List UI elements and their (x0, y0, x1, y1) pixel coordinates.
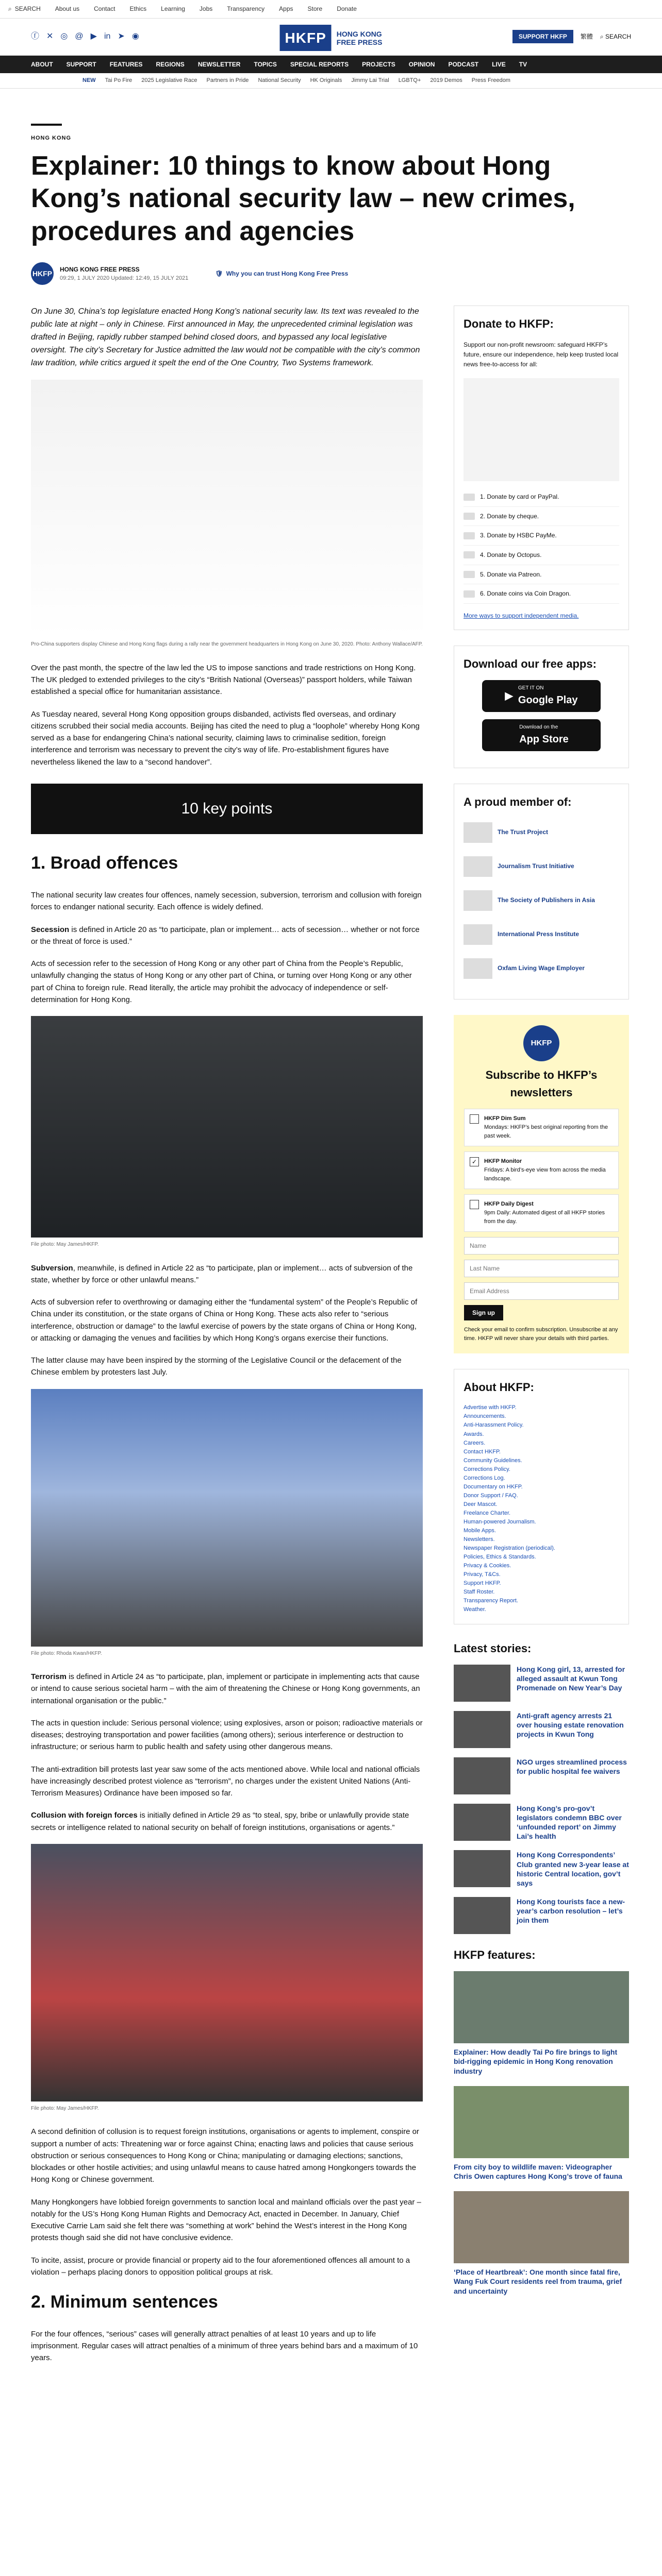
octopus-icon (464, 551, 475, 558)
feature-image[interactable] (454, 1971, 629, 2043)
about-link[interactable]: Careers. (464, 1439, 486, 1446)
story-item[interactable]: Hong Kong’s pro-gov’t legislators condemn BBC over ‘unfounded report’ on Jimmy Lai’s health (454, 1804, 629, 1841)
story-item[interactable]: Anti-graft agency arrests 21 over housing estate renovation projects in Kwun Tong (454, 1711, 629, 1748)
payme-icon (464, 532, 475, 539)
paragraph: Many Hongkongers have lobbied foreign governments to sanction local and mainland officials over the past year – notably for the US’s Hong Kong Human Rights and Democracy Act, enacted in December. In January, Chief Executive Carrie Lam said she felt there was “something at work” behind the West’s interest in the Hong Kong protests though said she did not have conclusive evidence. (31, 2197, 421, 2243)
search-icon: ⌕ (600, 32, 605, 40)
top-link-ethics[interactable]: Ethics (129, 5, 147, 13)
about-link[interactable]: Privacy & Cookies. (464, 1563, 511, 1569)
feature-image[interactable] (454, 2191, 629, 2263)
payment-logos (464, 378, 619, 481)
member-title: A proud member of: (464, 795, 572, 809)
ticker-item[interactable]: HK Originals (310, 77, 342, 83)
email-field[interactable] (464, 1282, 619, 1300)
about-link[interactable]: Support HKFP. (464, 1580, 501, 1587)
masthead-search[interactable]: ⌕ SEARCH (600, 32, 631, 40)
top-link-transparency[interactable]: Transparency (227, 5, 265, 13)
image-caption: File photo: May James/HKFP. (31, 1242, 99, 1248)
telegram-icon[interactable]: ➤ (118, 32, 125, 41)
more-ways-link[interactable]: More ways to support independent media. (464, 612, 579, 619)
linkedin-icon[interactable]: in (104, 32, 111, 41)
support-hkfp-button[interactable]: SUPPORT HKFP (512, 30, 573, 43)
jti-icon (464, 856, 492, 877)
about-link[interactable]: Mobile Apps. (464, 1528, 496, 1534)
latest-title: Latest stories: (454, 1641, 532, 1655)
ipi-icon (464, 924, 492, 945)
trust-link[interactable]: 🛡 Why you can trust Hong Kong Free Press (215, 269, 348, 279)
app-store-button[interactable]: Download on the App Store (482, 719, 601, 751)
story-item[interactable]: NGO urges streamlined process for public hospital fee waivers (454, 1757, 629, 1794)
donate-box (454, 306, 629, 630)
oxfam-icon (464, 958, 492, 979)
newsletter-title: Subscribe to HKFP’s newsletters (485, 1068, 598, 1099)
last-name-field[interactable] (464, 1260, 619, 1277)
coin-icon (464, 590, 475, 598)
about-link[interactable]: Awards. (464, 1431, 484, 1437)
search-icon: ⌕ (8, 5, 12, 13)
paragraph: Collusion with foreign forces is initially defined in Article 29 as “to steal, spy, bribe or unlawfully provide state secrets or intelligence related to national security on behalf of foreign institutions, organisations or agents.” (31, 1811, 409, 1832)
title-rule (31, 124, 62, 126)
ticker-item[interactable]: LGBTQ+ (398, 77, 421, 83)
about-link[interactable]: Corrections Policy. (464, 1466, 510, 1472)
top-link-store[interactable]: Store (307, 5, 323, 13)
nav-projects[interactable]: PROJECTS (362, 60, 395, 68)
new-badge: NEW (82, 77, 96, 83)
partner-logo[interactable]: The Trust Project (464, 820, 619, 845)
ticker-item[interactable]: Press Freedom (471, 77, 510, 83)
story-thumbnail (454, 1804, 510, 1841)
site-logo[interactable] (280, 25, 383, 51)
paragraph: For the four offences, “serious” cases will generally attract penalties of at least 10 years and up to life imprisonment. Regular cases will attract penalties of a minimum of three years behind bars and a maximum of 10 years. (31, 2329, 418, 2363)
paragraph: The anti-extradition bill protests last year saw some of the acts mentioned above. While local and national officials have increasingly described protest violence as “terrorism”, no charges under the existent United Nations (Anti-Terrorism Measures) Ordinance have been imposed so far. (31, 1765, 420, 1798)
about-link[interactable]: Newspaper Registration (periodical). (464, 1545, 555, 1552)
donate-option[interactable]: 6. Donate coins via Coin Dragon. (464, 584, 619, 604)
page-title: Explainer: 10 things to know about Hong Kong’s national security law – new crimes, procedures and agencies (31, 151, 575, 246)
paragraph: The latter clause may have been inspired by the storming of the Legislative Council or the defacement of the Chinese emblem by protesters last July. (31, 1356, 402, 1377)
youtube-icon[interactable]: ▶ (90, 32, 97, 41)
donate-option[interactable]: 1. Donate by card or PayPal. (464, 487, 619, 507)
cheque-icon (464, 513, 475, 520)
about-link[interactable]: Staff Roster. (464, 1589, 495, 1596)
threads-icon[interactable]: @ (75, 32, 84, 41)
feature-image[interactable] (454, 2086, 629, 2158)
nav-live[interactable]: LIVE (492, 60, 506, 68)
paragraph: The national security law creates four offences, namely secession, subversion, terrorism and collusion with foreign forces to endanger national security. Each offence is widely defined. (31, 891, 422, 912)
page-content (31, 124, 631, 2374)
about-link[interactable]: Freelance Charter. (464, 1510, 511, 1516)
feature-link[interactable]: Explainer: How deadly Tai Po fire brings to light bid-rigging epidemic in Hong Kong renovation industry (454, 2048, 618, 2075)
donate-option[interactable]: 5. Donate via Patreon. (464, 565, 619, 585)
about-link[interactable]: Donor Support / FAQ. (464, 1492, 518, 1499)
donate-options (464, 487, 619, 604)
partner-logo[interactable]: Oxfam Living Wage Employer (464, 956, 619, 981)
paragraph: Secession is defined in Article 20 as “to participate, plan or implement… acts of secession… whether or not force or the threat of force is used.” (31, 925, 420, 946)
checkbox[interactable] (470, 1114, 479, 1124)
top-search[interactable]: ⌕ SEARCH (8, 4, 41, 14)
top-link-contact[interactable]: Contact (94, 5, 115, 13)
play-icon: ▶ (505, 690, 513, 702)
nav-about[interactable]: ABOUT (31, 60, 53, 68)
trust-project-icon (464, 822, 492, 843)
about-link[interactable]: Weather. (464, 1606, 486, 1613)
donate-text: Support our non-profit newsroom: safeguard HKFP’s future, ensure our independence, help keep trusted local news free-to-access for all: (464, 341, 619, 368)
about-link[interactable]: Newsletters. (464, 1536, 495, 1543)
flags-photo (31, 1844, 423, 2102)
partner-logo[interactable]: The Society of Publishers in Asia (464, 888, 619, 913)
shield-icon: 🛡 (215, 270, 223, 278)
apps-box (454, 646, 629, 768)
article-body (31, 306, 423, 2374)
newsletter-option[interactable]: HKFP Dim Sum Mondays: HKFP’s best original reporting from the past week. (464, 1109, 619, 1146)
story-thumbnail (454, 1757, 510, 1794)
about-link[interactable]: Transparency Report. (464, 1598, 518, 1604)
paragraph: Over the past month, the spectre of the law led the US to impose sanctions and trade restrictions on Hong Kong. The UK pledged to extended privileges to the city’s “British National (Overseas)” passport holders, while Taiwan established a special office for humanitarian assistance. (31, 663, 416, 697)
paragraph: As Tuesday neared, several Hong Kong opposition groups disbanded, activists fled overseas, and ordinary citizens scrubbed their social media accounts. Beijing has cited the need to plug a “loophole” whereby Hong Kong served as a base for endangering China’s national security, claiming laws to criminalise sedition, foreign interference and terrorism was necessary to prevent the city’s way of life. Pro-establishment figures have nevertheless likened the law to a “second handover”. (31, 709, 420, 767)
ticker-item[interactable]: Tai Po Fire (105, 77, 133, 83)
story-thumbnail (454, 1665, 510, 1702)
features-title: HKFP features: (454, 1948, 536, 1962)
top-link-donate[interactable]: Donate (337, 5, 357, 13)
ticker-item[interactable]: Jimmy Lai Trial (351, 77, 389, 83)
signup-button[interactable]: Sign up (464, 1305, 503, 1320)
paragraph: Acts of subversion refer to overthrowing or damaging either the “fundamental system” of the People’s Republic of China under its constitution, or the state organs of China or Hong Kong. These acts also refer to “serious interference, obstruction or damage” to the lawful exercise of powers by the state organs of China or Hong Kong, or attacking or damaging the venues and facilities by which Hong Kong’s organs exercise their functions. (31, 1298, 418, 1343)
about-link[interactable]: Privacy, T&Cs. (464, 1571, 501, 1578)
about-box (454, 1369, 629, 1624)
paragraph: Acts of secession refer to the secession of Hong Kong or any other part of China from the People’s Republic, unlawfully changing the status of Hong Kong or any other part of China, or turning over Hong Kong or any other part of China to foreign rule. Read literally, the article may prohibit the advocacy of independence or self-determination for Hong Kong. (31, 959, 412, 1004)
language-switch[interactable]: 繁體 (580, 32, 593, 40)
nav-special-reports[interactable]: SPECIAL REPORTS (290, 60, 349, 68)
byline (31, 262, 631, 285)
feature-link[interactable]: ‘Place of Heartbreak’: One month since fatal fire, Wang Fuk Court residents reel from trauma, grief and uncertainty (454, 2268, 622, 2295)
paragraph: Subversion, meanwhile, is defined in Article 22 as “to participate, plan or implement… acts of subversion of the state, whether by force or other unlawful means.” (31, 1263, 413, 1284)
ticker-item[interactable]: 2019 Demos (430, 77, 462, 83)
apps-title: Download our free apps: (464, 657, 597, 671)
building-photo (31, 1389, 423, 1647)
member-box (454, 784, 629, 999)
masthead-actions (512, 30, 631, 43)
section-heading: 2. Minimum sentences (31, 2292, 218, 2312)
nav-podcast[interactable]: PODCAST (448, 60, 479, 68)
topic-ticker (0, 73, 662, 89)
main-nav (0, 56, 662, 73)
newsletter-note: Check your email to confirm subscription. Unsubscribe at any time. HKFP will never share your details with third parties. (464, 1327, 618, 1342)
story-item[interactable]: Hong Kong girl, 13, arrested for alleged assault at Kwun Tong Promenade on New Year’s Day (454, 1665, 629, 1702)
donate-title: Donate to HKFP: (464, 317, 554, 331)
name-field[interactable] (464, 1237, 619, 1255)
about-link[interactable]: Documentary on HKFP. (464, 1483, 523, 1490)
social-icons (31, 30, 139, 43)
google-play-button[interactable]: ▶ GET IT ON Google Play (482, 680, 601, 712)
about-title: About HKFP: (464, 1381, 534, 1394)
newsletter-box (454, 1015, 629, 1354)
about-link[interactable]: Announcements. (464, 1413, 506, 1420)
about-list (464, 1403, 619, 1614)
donate-option[interactable]: 3. Donate by HSBC PayMe. (464, 526, 619, 546)
logo-text: HONG KONG FREE PRESS (336, 29, 383, 46)
sidebar (454, 306, 629, 2374)
paragraph: A second definition of collusion is to request foreign institutions, organisations or agents to implement, conspire or support a number of acts: Threatening war or force against China; enacting laws and policies that cause serious obstruction or serious consequences to Hong Kong or China; manipulating or damaging elections; sanctions, blockades or other hostile activities; and using unlawful means to cause hatred among Hongkongers towards the Hong Kong or Chinese government. (31, 2127, 419, 2184)
logo-mark: HKFP (280, 25, 332, 51)
ticker-item[interactable]: Partners in Pride (206, 77, 249, 83)
about-link[interactable]: Advertise with HKFP. (464, 1404, 517, 1411)
paragraph: Terrorism is defined in Article 24 as “to participate, plan, implement or participate in implementing acts that cause or intend to cause serious societal harm – with the aim of threatening the Chinese or Hong Kong governments, an international organisation or the public.” (31, 1672, 420, 1705)
about-link[interactable]: Deer Mascot. (464, 1501, 498, 1507)
patreon-icon (464, 571, 475, 578)
partner-logo[interactable]: International Press Institute (464, 922, 619, 947)
about-link[interactable]: Contact HKFP. (464, 1448, 501, 1455)
publish-dates: 09:29, 1 JULY 2020 Updated: 12:49, 15 JULY 2021 (60, 275, 189, 282)
latest-stories (454, 1640, 629, 1935)
hero-image (31, 380, 423, 637)
donate-option[interactable]: 4. Donate by Octopus. (464, 546, 619, 565)
nav-support[interactable]: SUPPORT (66, 60, 96, 68)
about-link[interactable]: Human-powered Journalism. (464, 1518, 536, 1525)
story-thumbnail (454, 1897, 510, 1934)
author-avatar: HKFP (31, 262, 54, 285)
x-icon[interactable]: ✕ (46, 32, 54, 41)
story-thumbnail (454, 1850, 510, 1887)
newsletter-logo: HKFP (523, 1025, 559, 1061)
about-link[interactable]: Community Guidelines. (464, 1457, 522, 1464)
instagram-icon[interactable]: ◎ (60, 32, 68, 41)
section-heading: 1. Broad offences (31, 853, 178, 873)
facebook-icon[interactable]: ⓕ (31, 32, 40, 41)
story-item[interactable]: Hong Kong tourists face a new-year’s carbon resolution – let’s join them (454, 1897, 629, 1934)
about-link[interactable]: Policies, Ethics & Standards. (464, 1554, 536, 1561)
article-lead: On June 30, China’s top legislature enacted Hong Kong’s national security law. Its text was revealed to the public late at night – only in Chinese. First announced in May, the unprecedented criminal legislation was drafted in Beijing, rapidly rubber stamped behind closed doors, and bypassed any local legislative oversight. The city’s Secretary for Justice admitted the law would not be compatible with the city’s common law tradition, while critics argued it spelt the end of the One Country, Two Systems framework. (31, 307, 420, 367)
paragraph: The acts in question include: Serious personal violence; using explosives, arson or poison; radioactive materials or diseases; destroying transportation and power facilities (among others); serious interference or destruction to infrastructure; or serious harm to public health and safety using other dangerous means. (31, 1718, 423, 1752)
nav-tv[interactable]: TV (519, 60, 527, 68)
key-points-banner: 10 key points (31, 784, 423, 835)
image-caption: File photo: May James/HKFP. (31, 2105, 99, 2111)
story-item[interactable]: Hong Kong Correspondents’ Club granted new 3-year lease at historic Central location, gov’t says (454, 1850, 629, 1888)
card-icon (464, 494, 475, 501)
about-link[interactable]: Anti-Harassment Policy. (464, 1422, 524, 1429)
image-caption: Pro-China supporters display Chinese and Hong Kong flags during a rally near the government headquarters in Hong Kong on June 30, 2020. Photo: Anthony Wallace/AFP. (31, 641, 423, 648)
checkbox[interactable] (470, 1200, 479, 1209)
ticker-item[interactable]: National Security (258, 77, 301, 83)
newsletter-option[interactable]: HKFP Daily Digest 9pm Daily: Automated digest of all HKFP stories from the day. (464, 1194, 619, 1232)
paragraph: To incite, assist, procure or provide financial or property aid to the four aforementioned offences all amount to a violation – perhaps placing donors to opposition political groups at risk. (31, 2256, 410, 2277)
masthead (0, 19, 662, 56)
feature-link[interactable]: From city boy to wildlife maven: Videographer Chris Owen captures Hong Kong’s trove of fauna (454, 2162, 622, 2180)
top-link-jobs[interactable]: Jobs (199, 5, 213, 13)
features-section (454, 1946, 629, 2296)
top-utility-bar (0, 0, 662, 19)
checkbox[interactable]: ✓ (470, 1157, 479, 1166)
category-label[interactable]: HONG KONG (31, 135, 72, 141)
sopa-icon (464, 890, 492, 911)
about-link[interactable]: Corrections Log. (464, 1475, 505, 1481)
newsletter-option[interactable]: ✓ HKFP Monitor Fridays: A bird’s-eye view from across the media landscape. (464, 1151, 619, 1189)
author-name[interactable]: HONG KONG FREE PRESS (60, 265, 140, 273)
top-link-apps[interactable]: Apps (279, 5, 293, 13)
nav-newsletter[interactable]: NEWSLETTER (197, 60, 241, 68)
ticker-item[interactable]: 2025 Legislative Race (141, 77, 197, 83)
top-link-learning[interactable]: Learning (161, 5, 185, 13)
nav-opinion[interactable]: OPINION (408, 60, 435, 68)
rss-icon[interactable]: ◉ (131, 32, 139, 41)
protest-photo (31, 1016, 423, 1238)
nav-features[interactable]: FEATURES (109, 60, 143, 68)
top-link-about[interactable]: About us (55, 5, 80, 13)
donate-option[interactable]: 2. Donate by cheque. (464, 507, 619, 527)
image-caption: File photo: Rhoda Kwan/HKFP. (31, 1650, 102, 1656)
nav-regions[interactable]: REGIONS (156, 60, 185, 68)
nav-topics[interactable]: TOPICS (254, 60, 277, 68)
partner-logo[interactable]: Journalism Trust Initiative (464, 854, 619, 879)
byline-text (60, 265, 188, 283)
story-thumbnail (454, 1711, 510, 1748)
